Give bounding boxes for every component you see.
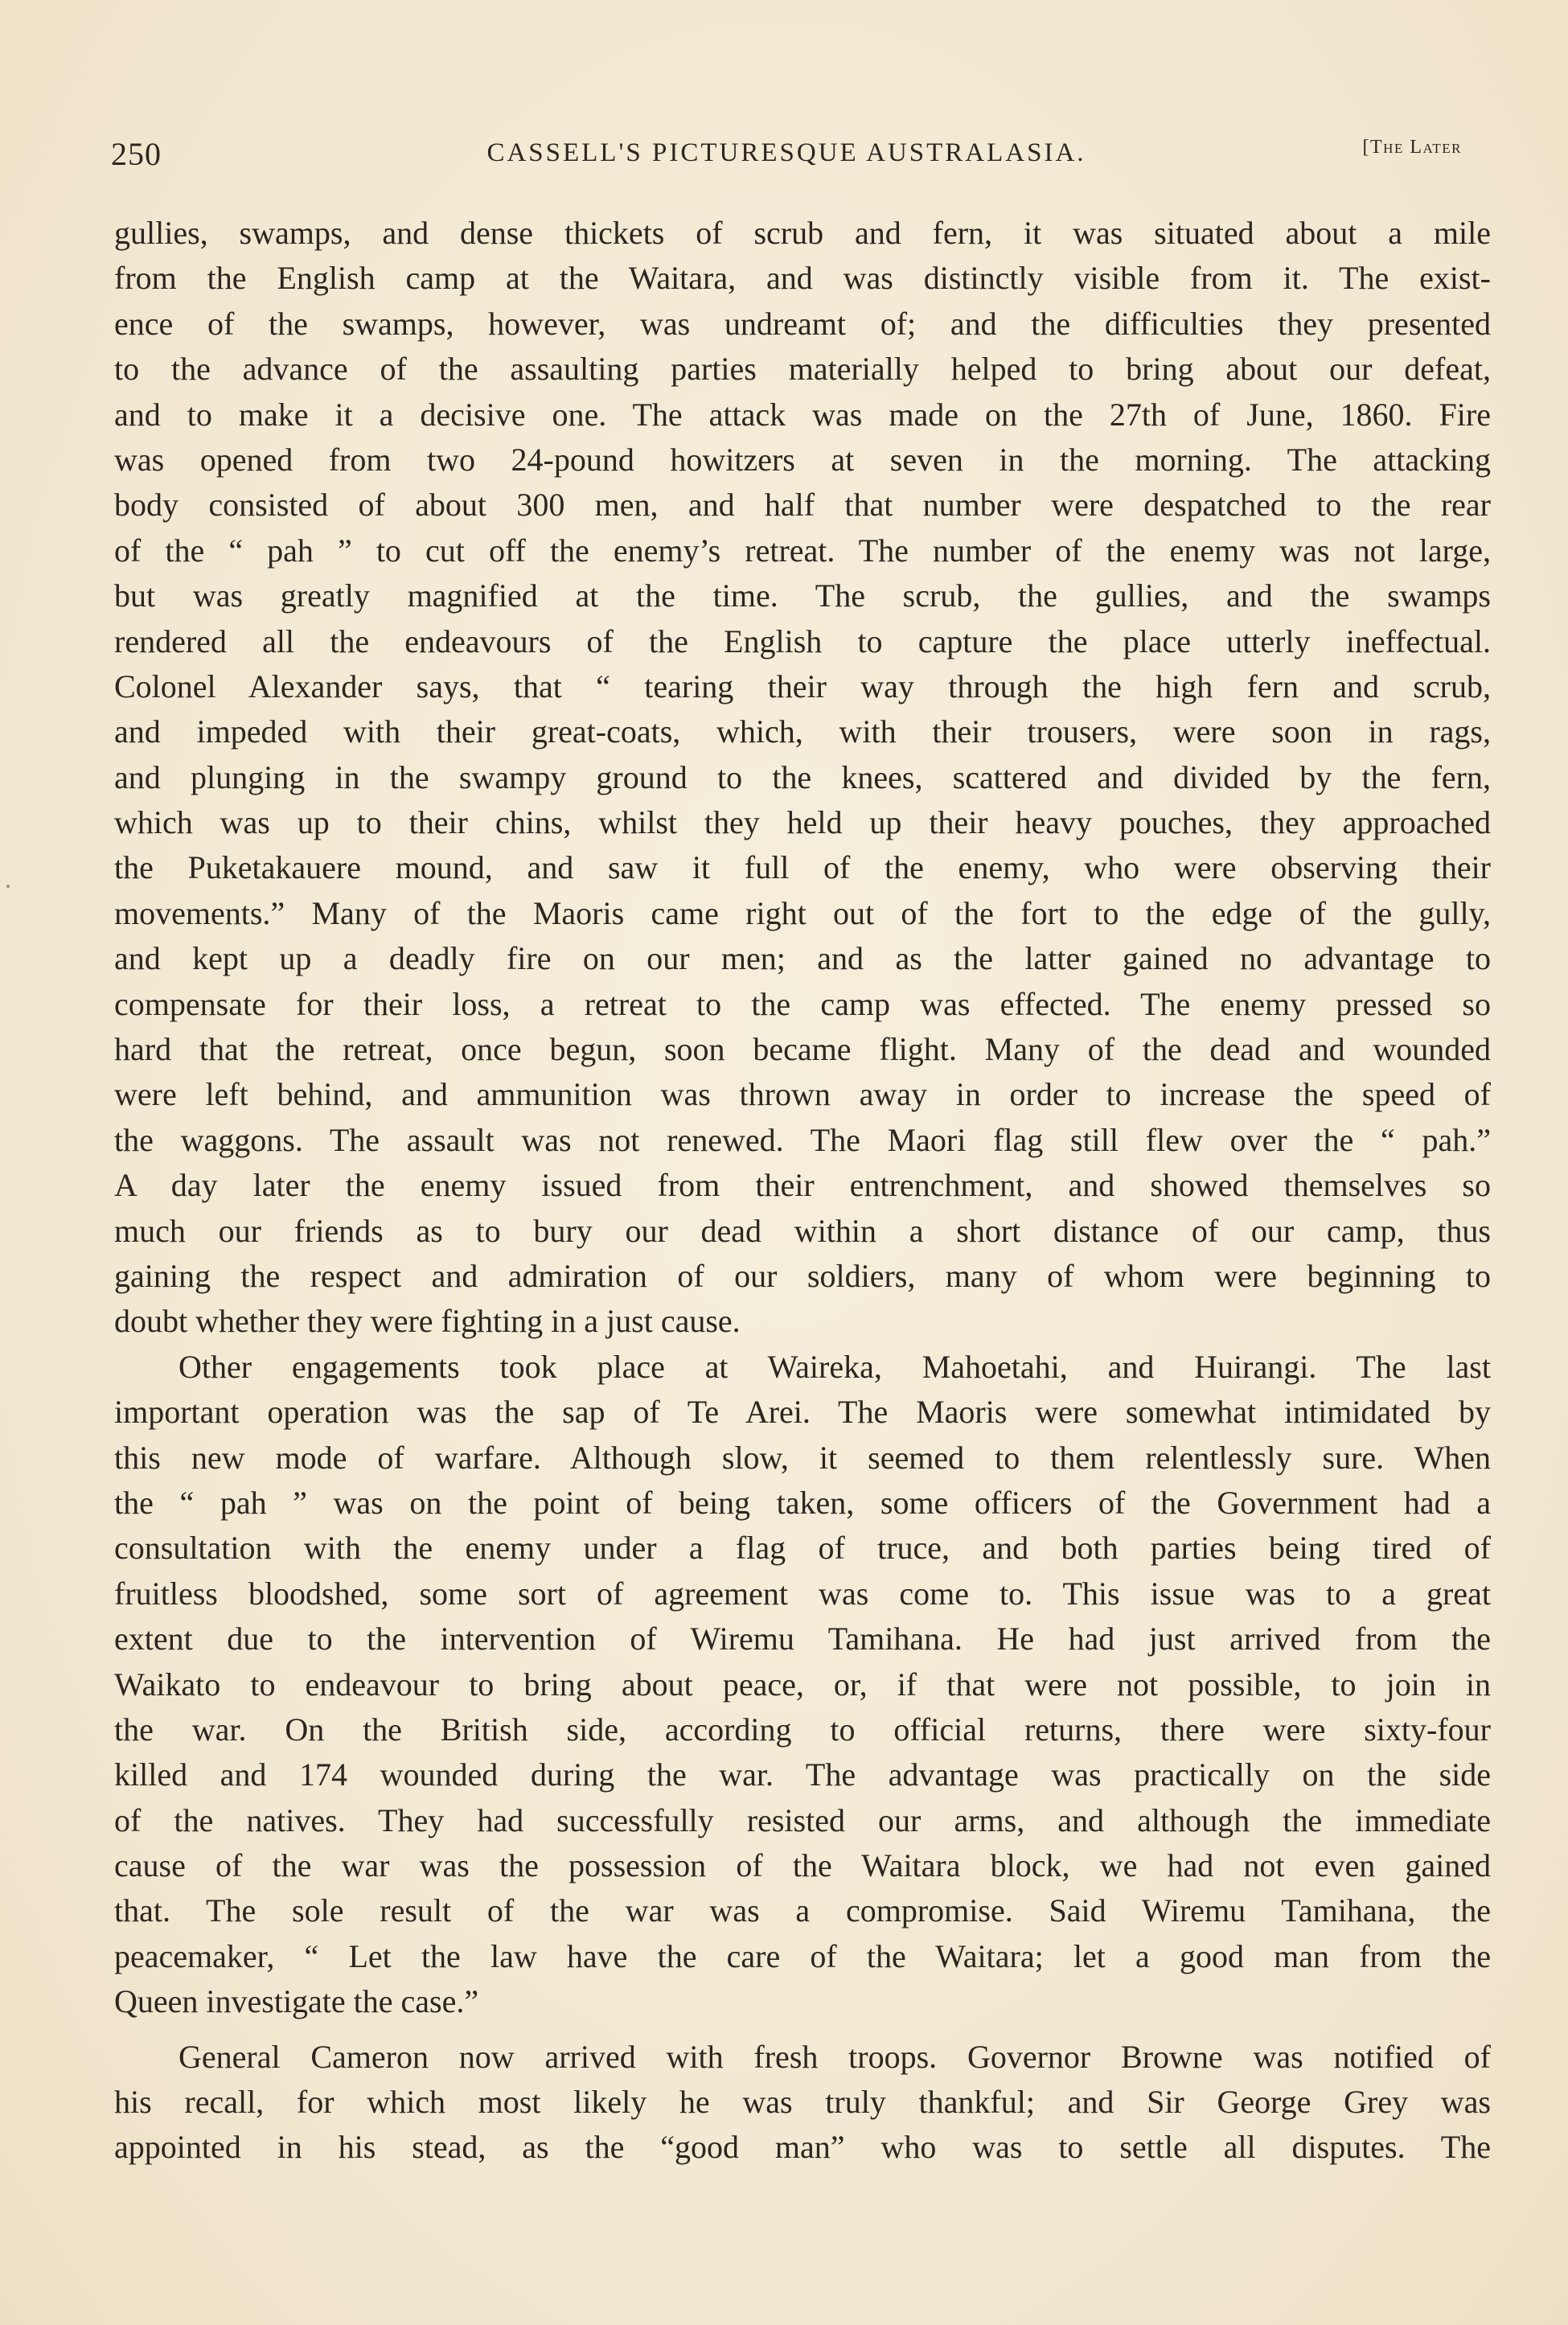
text-line: fruitless bloodshed, some sort of agreement was come to. This issue was to a great — [114, 1575, 1491, 1612]
text-line: hard that the retreat, once begun, soon became flight. Many of the dead and wounded — [114, 1031, 1491, 1068]
page-number: 250 — [111, 136, 162, 172]
section-reference: [The Later — [1362, 137, 1462, 158]
page-header — [111, 135, 1462, 175]
text-line: doubt whether they were fighting in a just cause. — [114, 1303, 741, 1340]
text-line: killed and 174 wounded during the war. The advantage was practically on the side — [114, 1756, 1491, 1793]
text-line: important operation was the sap of Te Arei. The Maoris were somewhat intimidated by — [114, 1394, 1491, 1431]
text-line: gullies, swamps, and dense thickets of scrub and fern, it was situated about a mile — [114, 215, 1491, 251]
text-line: and to make it a decisive one. The attack was made on the 27th of June, 1860. Fire — [114, 396, 1491, 433]
text-line: consultation with the enemy under a flag of truce, and both parties being tired of — [114, 1530, 1491, 1567]
text-line: which was up to their chins, whilst they held up their heavy pouches, they approached — [114, 804, 1491, 841]
text-line: this new mode of warfare. Although slow, it seemed to them relentlessly sure. When — [114, 1439, 1491, 1476]
text-line: was opened from two 24-pound howitzers at seven in the morning. The attacking — [114, 441, 1491, 478]
text-line: gaining the respect and admiration of our soldiers, many of whom were beginning to — [114, 1257, 1491, 1294]
text-line: appointed in his stead, as the “good man” who was to settle all disputes. The — [114, 2129, 1491, 2166]
text-line: the waggons. The assault was not renewed. The Maori flag still flew over the “ pah.” — [114, 1121, 1491, 1158]
paragraph-3 — [114, 2035, 1491, 2171]
text-line: and kept up a deadly fire on our men; and as the latter gained no advantage to — [114, 940, 1491, 977]
text-line: but was greatly magnified at the time. The scrub, the gullies, and the swamps — [114, 577, 1491, 614]
text-line: rendered all the endeavours of the English to capture the place utterly ineffectual. — [114, 622, 1491, 659]
paper-speck — [6, 885, 10, 888]
text-line: and plunging in the swampy ground to the knees, scattered and divided by the fern, — [114, 758, 1491, 795]
text-line: Waikato to endeavour to bring about peace, or, if that were not possible, to join in — [114, 1666, 1491, 1703]
paragraph-2 — [114, 1345, 1491, 2025]
text-line: the Puketakauere mound, and saw it full of the enemy, who were observing their — [114, 849, 1491, 886]
text-line: the war. On the British side, according to official returns, there were sixty-four — [114, 1711, 1491, 1748]
paragraph-1 — [114, 211, 1491, 1345]
text-line: to the advance of the assaulting parties materially helped to bring about our defeat, — [114, 351, 1491, 388]
body-text — [114, 211, 1491, 2171]
text-line: that. The sole result of the war was a compromise. Said Wiremu Tamihana, the — [114, 1892, 1491, 1929]
text-line: were left behind, and ammunition was thrown away in order to increase the speed of — [114, 1076, 1491, 1113]
text-line: ence of the swamps, however, was undreamt of; and the difficulties they presented — [114, 305, 1491, 342]
text-line: movements.” Many of the Maoris came right out of the fort to the edge of the gully, — [114, 894, 1491, 931]
text-line: of the natives. They had successfully resisted our arms, and although the immediate — [114, 1801, 1491, 1838]
text-line: and impeded with their great-coats, which, with their trousers, were soon in rags, — [114, 713, 1491, 750]
text-line: of the “ pah ” to cut off the enemy’s retreat. The number of the enemy was not large, — [114, 532, 1491, 569]
text-line: extent due to the intervention of Wiremu Tamihana. He had just arrived from the — [114, 1621, 1491, 1657]
text-line: cause of the war was the possession of the Waitara block, we had not even gained — [114, 1847, 1491, 1884]
text-line: Other engagements took place at Waireka, Mahoetahi, and Huirangi. The last — [179, 1348, 1491, 1385]
text-line: much our friends as to bury our dead within a short distance of our camp, thus — [114, 1212, 1491, 1249]
text-line: body consisted of about 300 men, and half that number were despatched to the rear — [114, 487, 1491, 524]
text-line: the “ pah ” was on the point of being taken, some officers of the Government had a — [114, 1484, 1491, 1521]
text-line: Colonel Alexander says, that “ tearing their way through the high fern and scrub, — [114, 668, 1491, 704]
text-line: General Cameron now arrived with fresh troops. Governor Browne was notified of — [179, 2038, 1491, 2075]
running-title: CASSELL'S PICTURESQUE AUSTRALASIA. — [486, 138, 1086, 167]
text-line: compensate for their loss, a retreat to the camp was effected. The enemy pressed so — [114, 985, 1491, 1022]
text-line: A day later the enemy issued from their entrenchment, and showed themselves so — [114, 1167, 1491, 1204]
text-line: his recall, for which most likely he was truly thankful; and Sir George Grey was — [114, 2084, 1491, 2121]
text-line: peacemaker, “ Let the law have the care of the Waitara; let a good man from the — [114, 1937, 1491, 1974]
text-line: from the English camp at the Waitara, and was distinctly visible from it. The exist- — [114, 260, 1491, 297]
text-line: Queen investigate the case.” — [114, 1983, 479, 2020]
